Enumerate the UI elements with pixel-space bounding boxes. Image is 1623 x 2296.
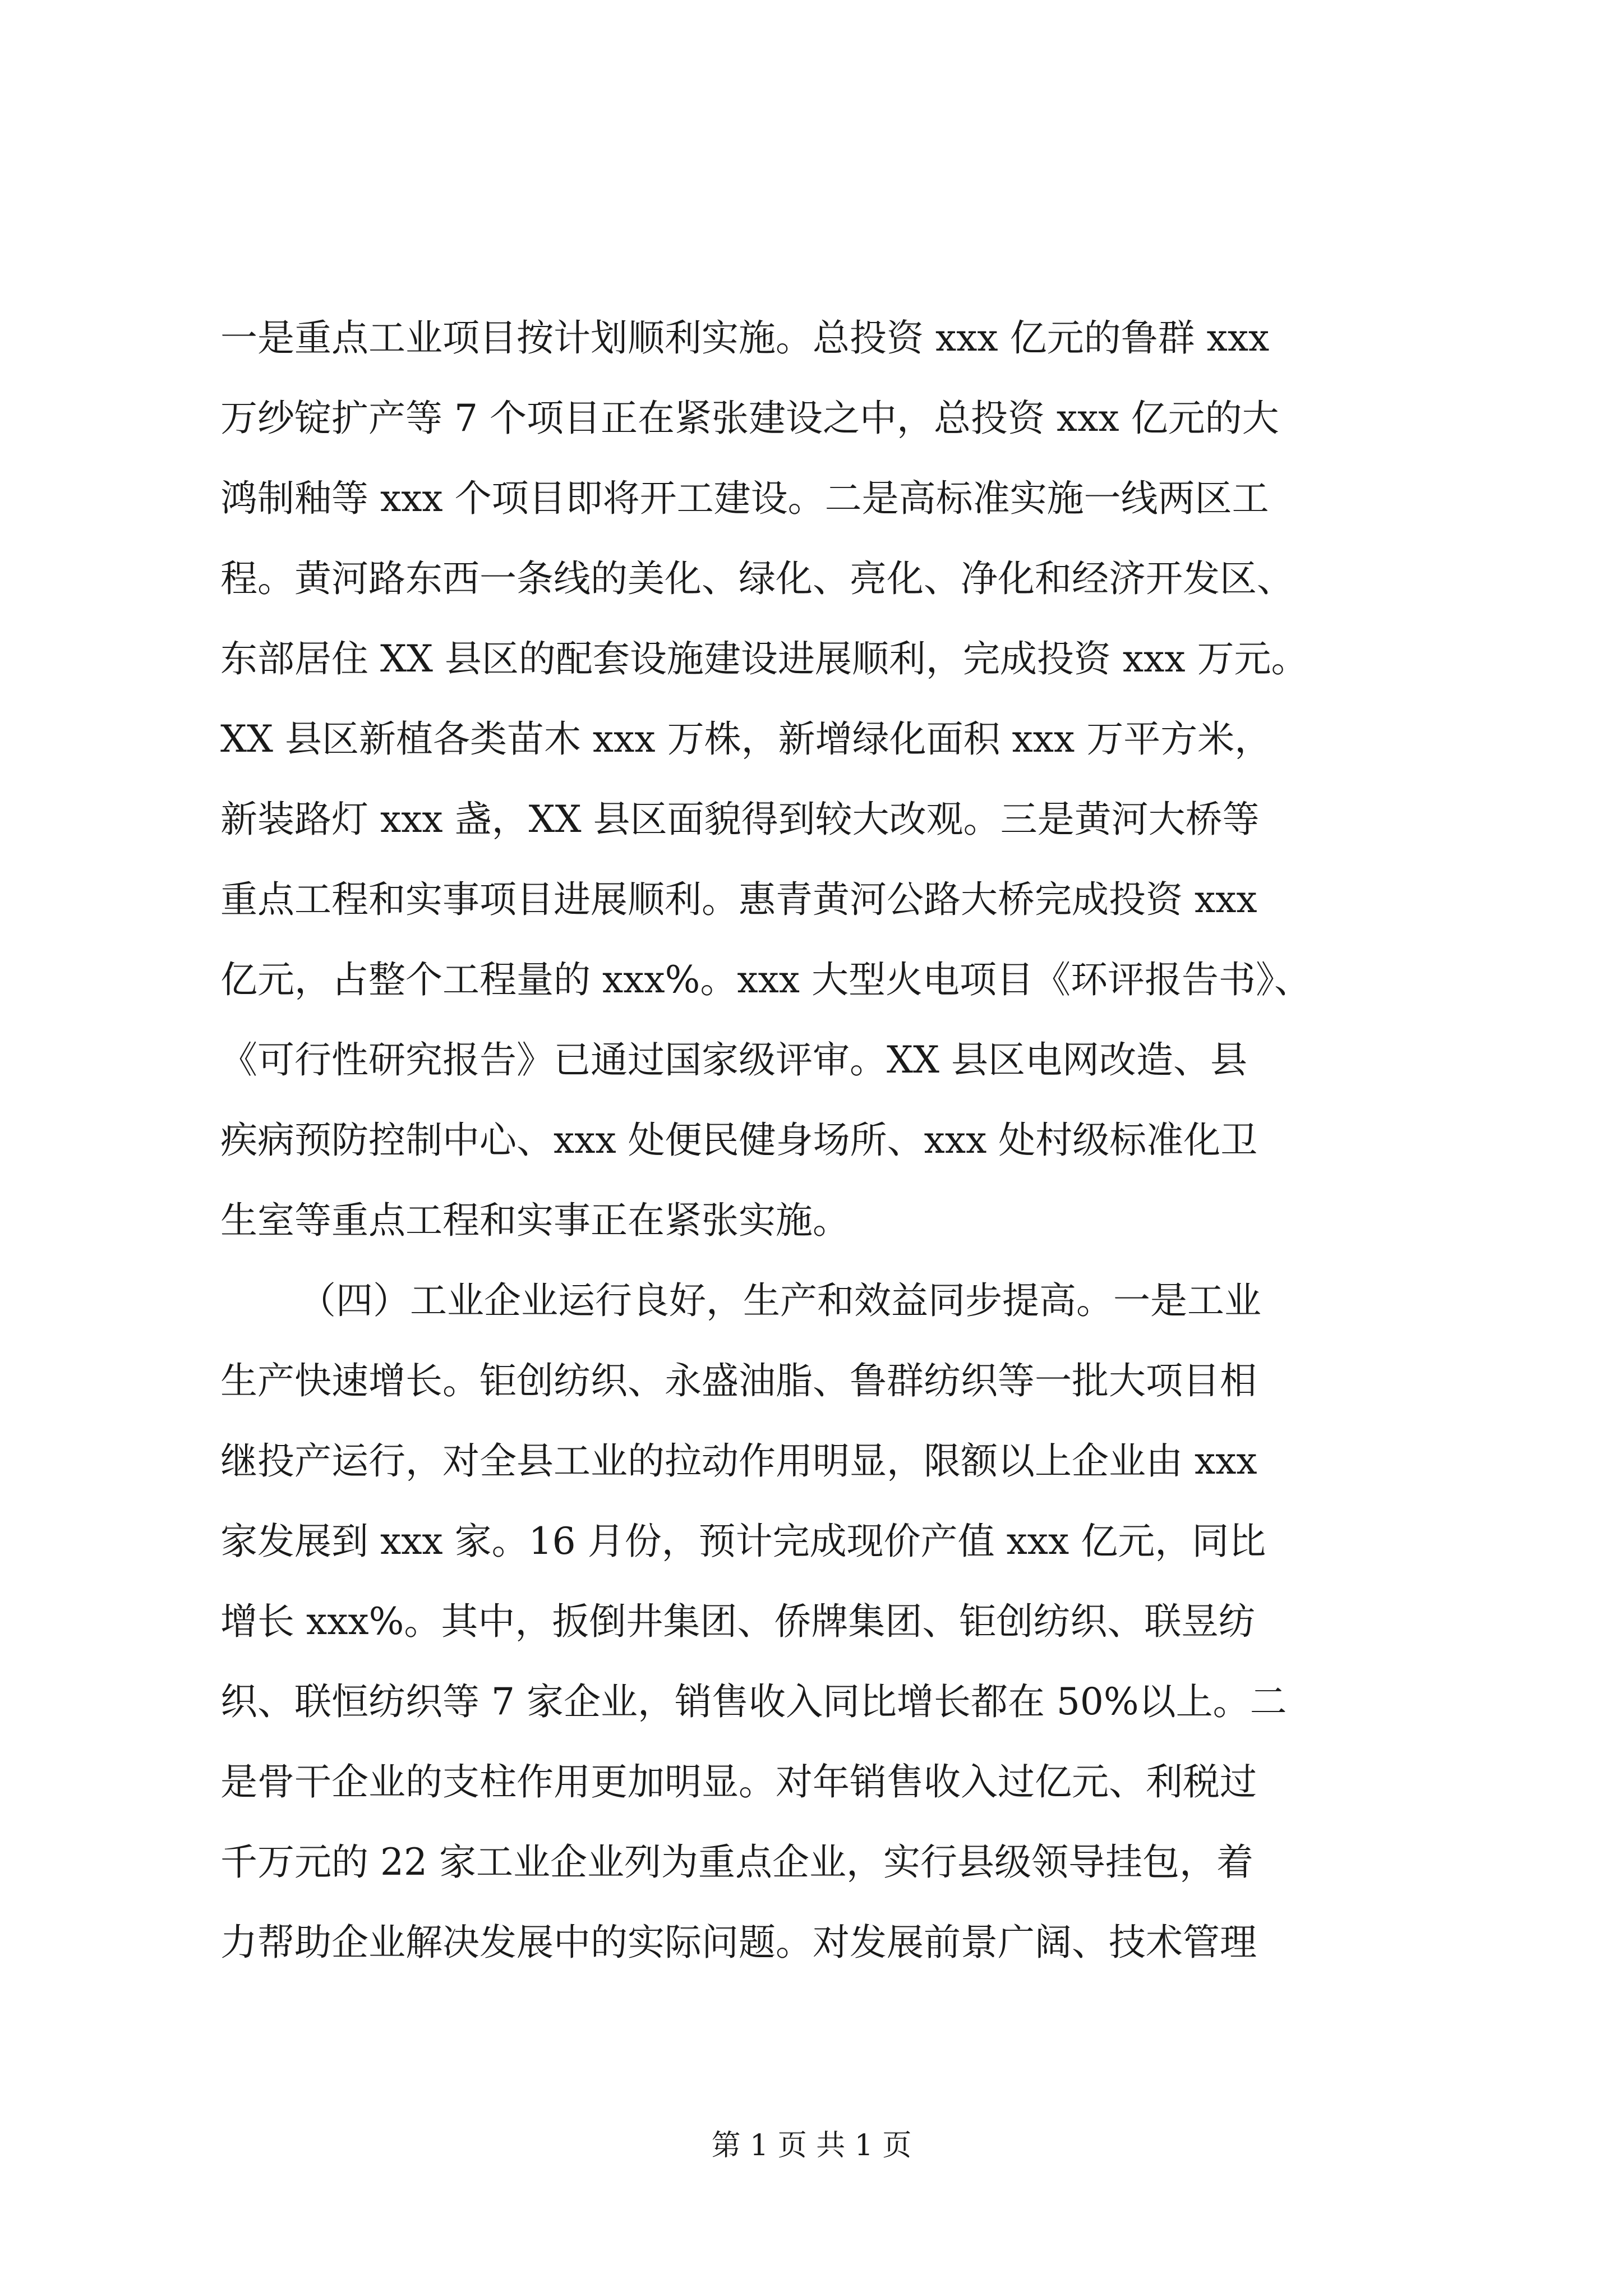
text-line: 疾病预防控制中心、xxx 处便民健身场所、xxx 处村级标准化卫 (220, 1119, 1258, 1162)
text-line: XX 县区新植各类苗木 xxx 万株，新增绿化面积 xxx 万平方米， (220, 717, 1272, 761)
text-line: （四）工业企业运行良好，生产和效益同步提高。一是工业 (299, 1279, 1261, 1322)
text-line: 程。黄河路东西一条线的美化、绿化、亮化、净化和经济开发区、 (220, 557, 1294, 600)
text-line: 增长 xxx%。其中，扳倒井集团、侨牌集团、钜创纺织、联昱纺 (220, 1600, 1256, 1643)
text-line: 家发展到 xxx 家。16 月份，预计完成现价产值 xxx 亿元，同比 (220, 1520, 1266, 1563)
text-line: 亿元，占整个工程量的 xxx%。xxx 大型火电项目《环评报告书》、 (220, 958, 1312, 1001)
text-line: 生产快速增长。钜创纺织、永盛油脂、鲁群纺织等一批大项目相 (220, 1359, 1257, 1402)
page-footer: 第 1 页 共 1 页 (711, 2129, 912, 2162)
text-line: 继投产运行，对全县工业的拉动作用明显，限额以上企业由 xxx (220, 1439, 1257, 1483)
text-line: 《可行性研究报告》已通过国家级评审。XX 县区电网改造、县 (220, 1038, 1247, 1082)
text-line: 一是重点工业项目按计划顺利实施。总投资 xxx 亿元的鲁群 xxx (220, 316, 1270, 360)
text-line: 新装路灯 xxx 盏，XX 县区面貌得到较大改观。三是黄河大桥等 (220, 798, 1260, 841)
text-line: 织、联恒纺织等 7 家企业，销售收入同比增长都在 50%以上。二 (220, 1680, 1287, 1723)
text-line: 万纱锭扩产等 7 个项目正在紧张建设之中，总投资 xxx 亿元的大 (220, 397, 1279, 440)
text-line: 重点工程和实事项目进展顺利。惠青黄河公路大桥完成投资 xxx (220, 878, 1257, 921)
text-line: 鸿制釉等 xxx 个项目即将开工建设。二是高标准实施一线两区工 (220, 477, 1269, 520)
text-line: 东部居住 XX 县区的配套设施建设进展顺利，完成投资 xxx 万元。 (220, 637, 1308, 680)
text-line: 是骨干企业的支柱作用更加明显。对年销售收入过亿元、利税过 (220, 1760, 1257, 1803)
text-line: 千万元的 22 家工业企业列为重点企业，实行县级领导挂包，着 (220, 1841, 1253, 1884)
text-line: 力帮助企业解决发展中的实际问题。对发展前景广阔、技术管理 (220, 1921, 1257, 1964)
text-line: 生室等重点工程和实事正在紧张实施。 (220, 1199, 850, 1242)
